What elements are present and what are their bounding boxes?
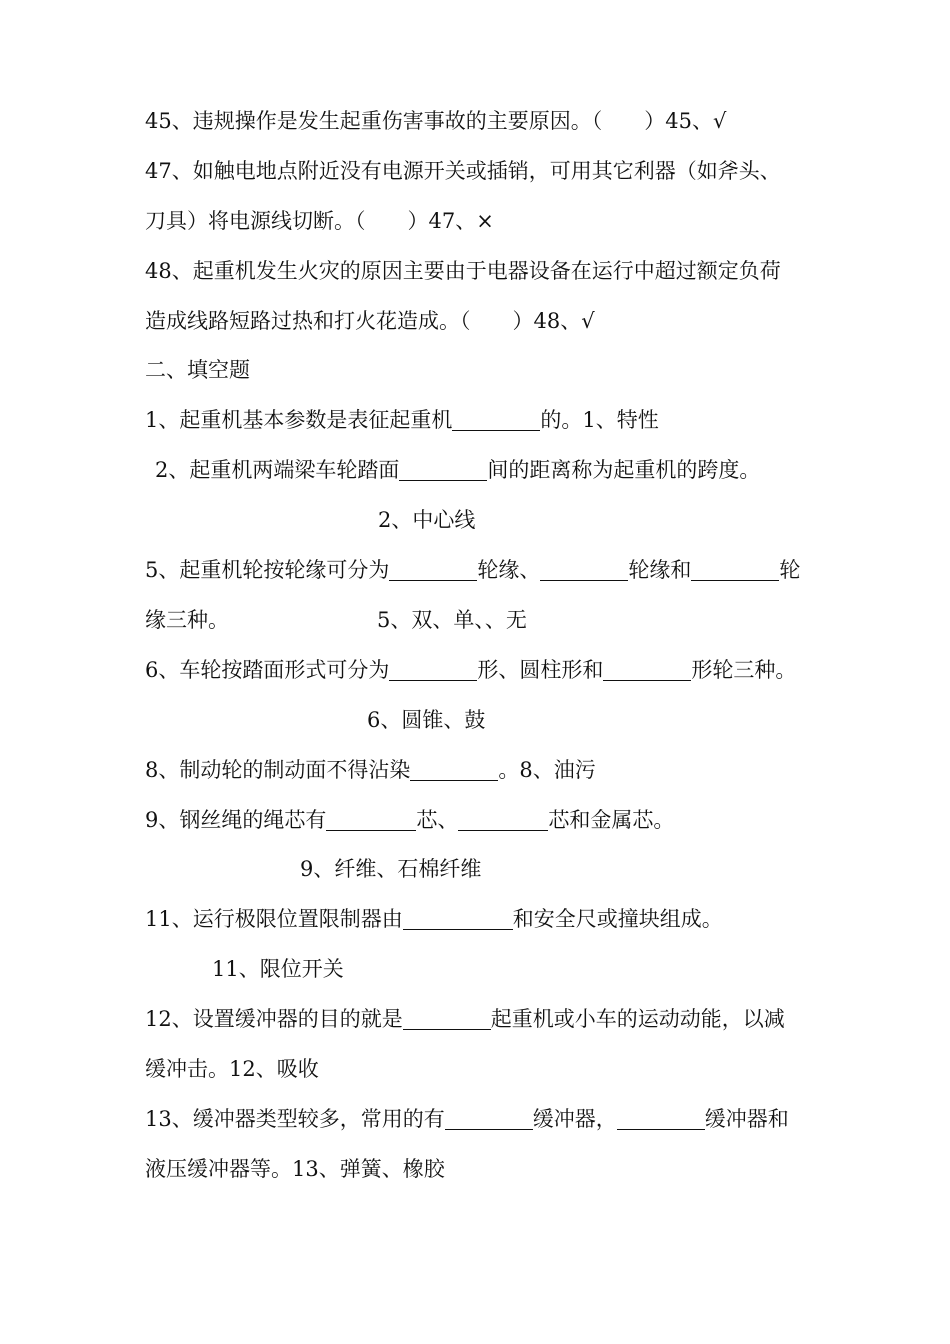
answer-blank	[403, 907, 513, 930]
answer-blank	[617, 1107, 705, 1130]
line-text: 9、钢丝绳的绳芯有	[145, 808, 327, 832]
true-false-item-48-cont	[145, 307, 595, 335]
line-text: 液压缓冲器等。13、弹簧、橡胶	[145, 1157, 445, 1181]
section-heading	[145, 356, 250, 384]
answer-blank	[403, 1007, 491, 1030]
answer-blank	[458, 808, 548, 831]
fill-item-1	[145, 406, 659, 434]
fill-item-11-answer	[212, 955, 344, 983]
line-text: 形轮三种。	[691, 658, 797, 682]
fill-item-6-answer	[367, 706, 485, 734]
line-text: 48、起重机发生火灾的原因主要由于电器设备在运行中超过额定负荷	[145, 259, 781, 283]
fill-item-13-cont	[145, 1155, 445, 1183]
line-text: 缓冲器和	[704, 1107, 789, 1131]
true-false-item-47	[145, 157, 781, 185]
answer-blank	[389, 658, 477, 681]
line-text: 起重机或小车的运动动能，以减	[490, 1007, 785, 1031]
answer-blank	[410, 758, 498, 781]
line-text: 形、圆柱形和	[477, 658, 604, 682]
fill-item-5	[145, 556, 800, 584]
answer-blank	[389, 558, 477, 581]
answer-text: 6、圆锥、鼓	[367, 708, 486, 732]
line-text: 5、起重机轮按轮缘可分为	[145, 558, 390, 582]
fill-item-2	[155, 456, 760, 484]
true-false-item-47-cont	[145, 207, 494, 235]
fill-item-12-cont	[145, 1055, 319, 1083]
line-text: 。8、油污	[498, 758, 596, 782]
line-text: 11、运行极限位置限制器由	[145, 907, 403, 931]
fill-item-9	[145, 806, 674, 834]
fill-item-9-answer	[300, 855, 481, 883]
answer-blank	[540, 558, 628, 581]
line-text: 45、违规操作是发生起重伤害事故的主要原因。（ ）45、√	[145, 109, 727, 133]
answer-blank	[399, 458, 487, 481]
fill-item-5-cont	[145, 606, 527, 634]
fill-item-8	[145, 756, 596, 784]
answer-text: 9、纤维、石棉纤维	[300, 857, 482, 881]
answer-text: 5、双、单、、无	[377, 608, 527, 632]
line-text: 间的距离称为起重机的跨度。	[487, 458, 761, 482]
line-text: 2、起重机两端梁车轮踏面	[155, 458, 400, 482]
line-text: 缓冲击。12、吸收	[145, 1057, 319, 1081]
line-text: 轮缘和	[628, 558, 692, 582]
line-text: 和安全尺或撞块组成。	[512, 907, 723, 931]
line-text: 6、车轮按踏面形式可分为	[145, 658, 390, 682]
line-text: 芯和金属芯。	[548, 808, 675, 832]
line-text: 缓冲器，	[532, 1107, 617, 1131]
line-text: 8、制动轮的制动面不得沾染	[145, 758, 411, 782]
line-text: 轮	[779, 558, 801, 582]
answer-blank	[326, 808, 416, 831]
true-false-item-48	[145, 257, 781, 285]
fill-item-6	[145, 656, 796, 684]
line-text: 轮缘、	[477, 558, 541, 582]
line-text: 造成线路短路过热和打火花造成。（ ）48、√	[145, 309, 595, 333]
answer-blank	[691, 558, 779, 581]
answer-blank	[445, 1107, 533, 1130]
line-text: 12、设置缓冲器的目的就是	[145, 1007, 403, 1031]
fill-item-2-answer	[378, 506, 475, 534]
line-text: 1、起重机基本参数是表征起重机	[145, 408, 453, 432]
fill-item-13	[145, 1105, 789, 1133]
answer-blank	[603, 658, 691, 681]
heading-text: 二、填空题	[145, 358, 250, 382]
line-text: 刀具）将电源线切断。（ ）47、×	[145, 209, 494, 233]
true-false-item-45	[145, 107, 726, 135]
line-text: 13、缓冲器类型较多，常用的有	[145, 1107, 445, 1131]
answer-text: 2、中心线	[378, 508, 476, 532]
fill-item-11	[145, 905, 723, 933]
line-text: 缘三种。	[145, 608, 229, 632]
line-text: 47、如触电地点附近没有电源开关或插销，可用其它利器（如斧头、	[145, 159, 781, 183]
line-text: 的。1、特性	[540, 408, 659, 432]
fill-item-12	[145, 1005, 785, 1033]
answer-text: 11、限位开关	[212, 957, 344, 981]
line-text: 芯、	[416, 808, 459, 832]
answer-blank	[452, 408, 540, 431]
